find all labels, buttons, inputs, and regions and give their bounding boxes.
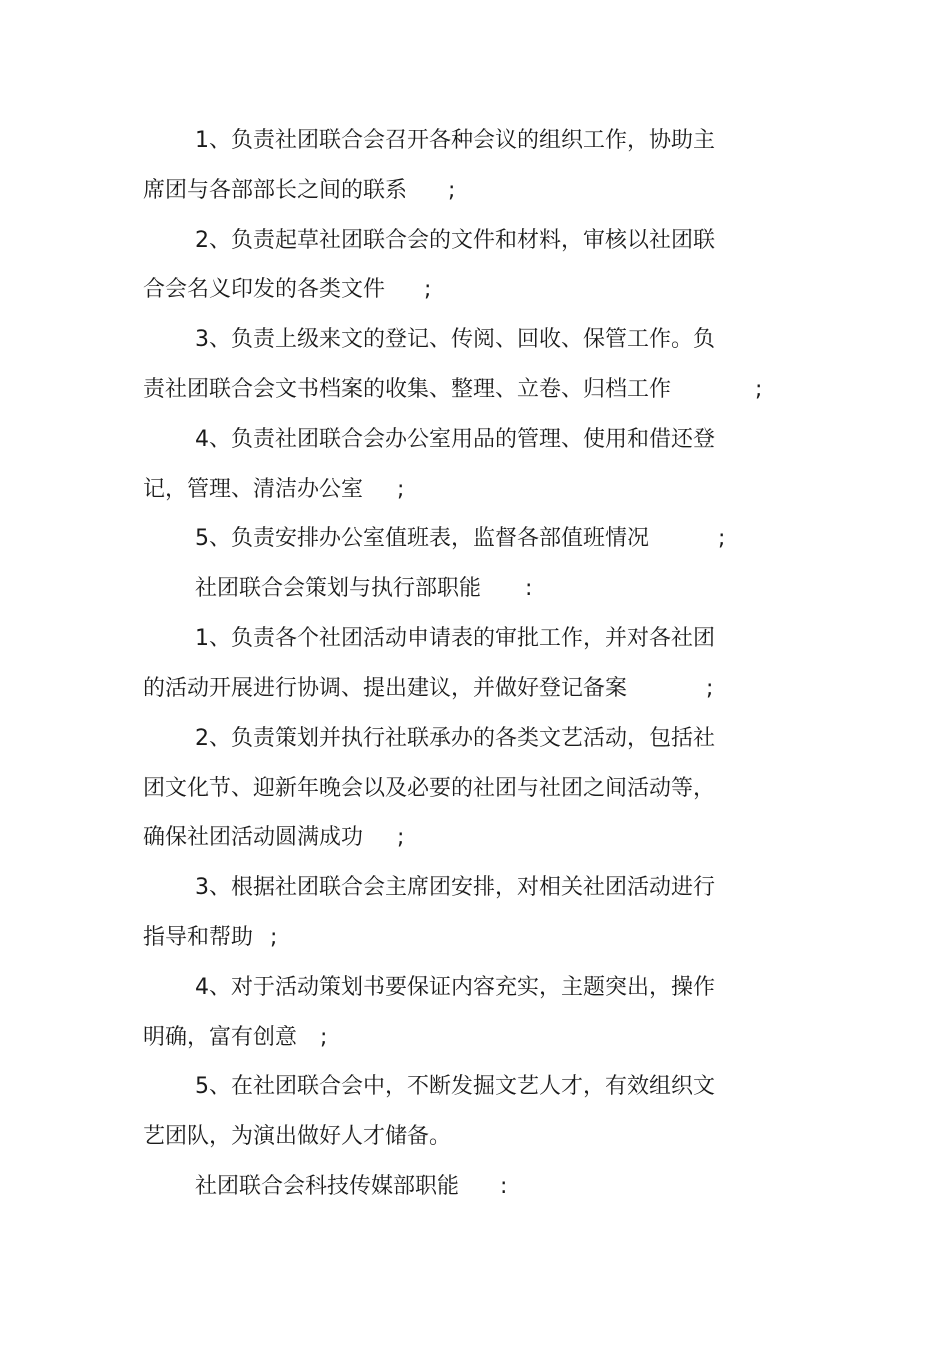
document-page: 1、负责社团联合会召开各种会议的组织工作，协助主 席团与各部部长之间的联系 ; 2、负责起草社团联合会的文件和材料，审核以社团联 合会名义印发的各类文件 ; 3、负责上级来文的登记、传阅、回收、保管工作。负 责社团联合会文书档案的收集、整理、立卷、归档工作 ; 4、负责社团联合会办公室用品的管理、使用和借还登 记，管理、清洁办公室 ; 5、负责安排办公室值班表，监督各部值班情况 ; 社团联合会策划与执行部职能 : 1、负责各个社团活动申请表的审批工作，并对各社团 的活动开展进行协调、提出建议，并做好登记备案 ; 2、负责策划并执行社联承办的各类文艺活动，包括社 团文化节、迎新年晚会以及必要的社团与社团之间活动等， 确保社团活动圆满成功 ; 3、根据社团联合会主席团安排，对相关社团活动进行 指导和帮助 ; 4、对于活动策划书要保证内容充实，主题突出，操作 明确，富有创意 ; 5、在社团联合会中，不断发掘文艺人才，有效组织文 艺团队，为演出做好人才储备。 社团联合会科技传媒部职能 :	[143, 128, 763, 1199]
